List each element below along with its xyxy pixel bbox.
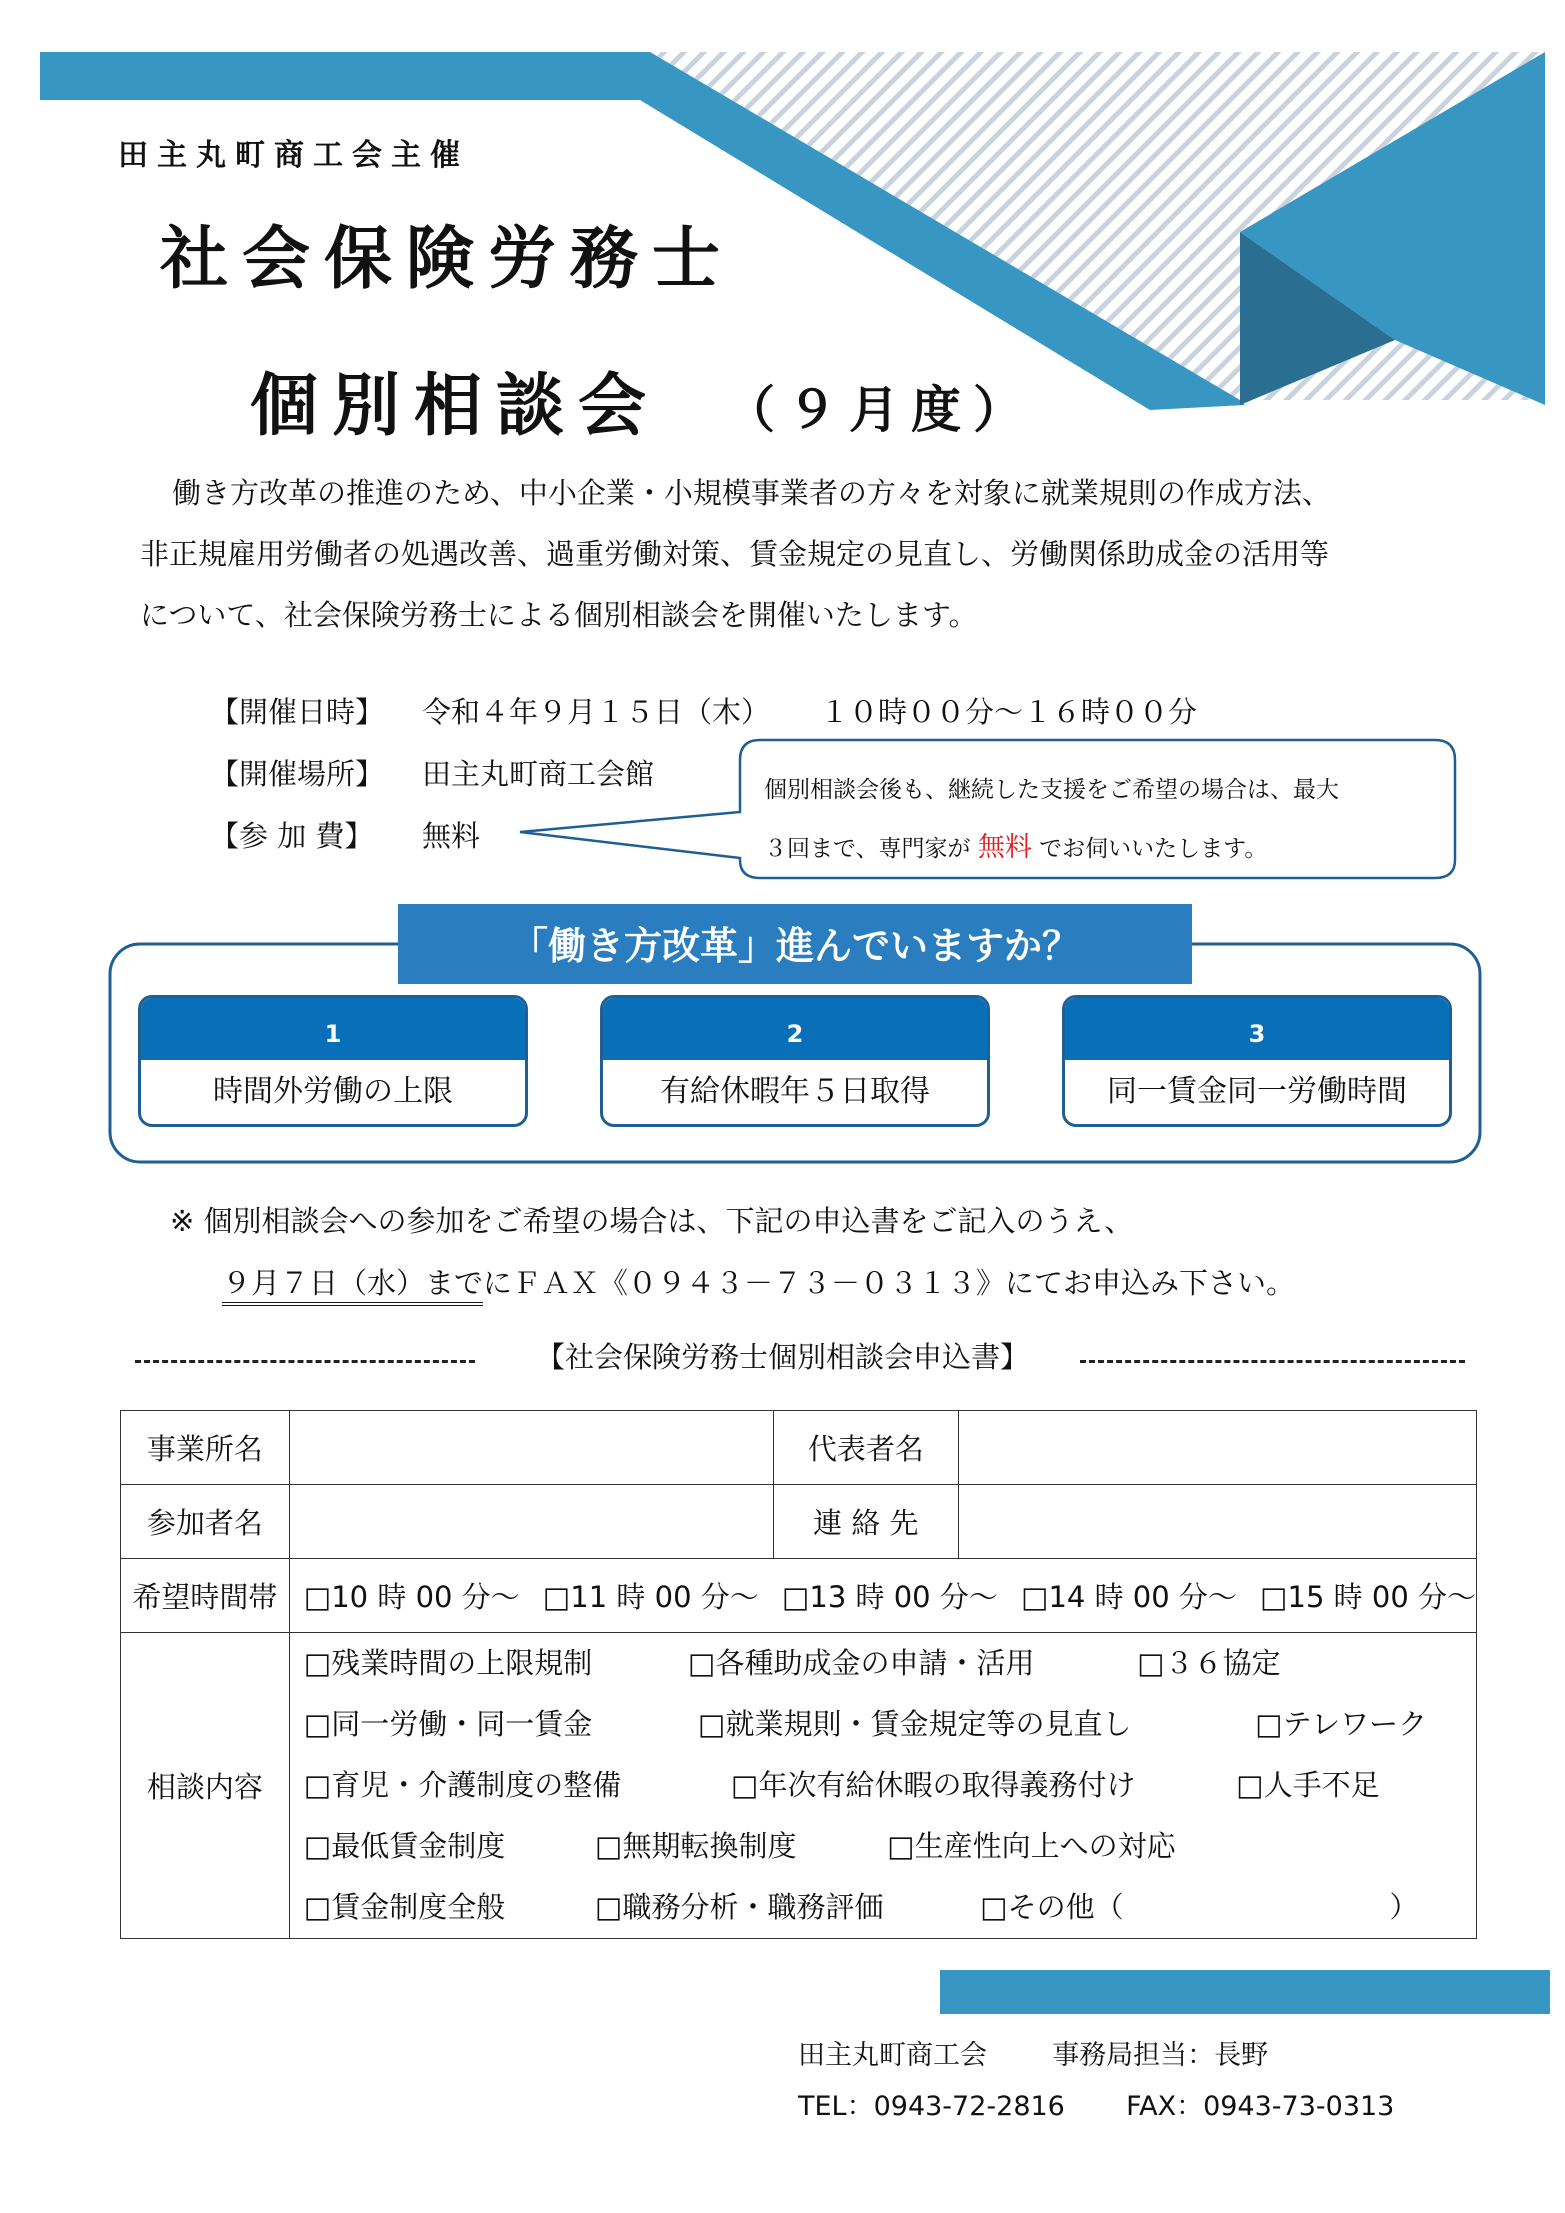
footer-bar	[940, 1970, 1550, 2014]
footer-org: 田主丸町商工会	[798, 2040, 987, 2071]
form-title: 【社会保険労務士個別相談会申込書】	[535, 1340, 1029, 1374]
consultation-options	[289, 1633, 1476, 1939]
intro-line: 非正規雇用労働者の処遇改善、過重労働対策、賃金規定の見直し、労働関係助成金の活用等	[140, 537, 1330, 571]
callout-line: 個別相談会後も、継続した支援をご希望の場合は、最大	[764, 777, 1339, 803]
consultation-label: 相談内容	[121, 1633, 290, 1939]
footer-fax: FAX：0943-73-0313	[1126, 2091, 1395, 2122]
consult-checkbox[interactable]: □３６協定	[1137, 1646, 1281, 1680]
place-label: 【開催場所】	[210, 757, 385, 791]
free-emphasis: 無料	[977, 832, 1032, 863]
reform-card	[138, 995, 528, 1127]
participant-field[interactable]	[289, 1485, 773, 1559]
consult-checkbox[interactable]: □年次有給休暇の取得義務付け	[731, 1768, 1136, 1802]
organizer: 田主丸町商工会主催	[118, 138, 469, 173]
reform-card	[1062, 995, 1452, 1127]
footer-contact-line	[798, 2084, 1394, 2123]
application-notice	[170, 1190, 1295, 1314]
callout-text-pre: ３回まで、専門家が	[764, 836, 971, 862]
callout-text-post: でお伺いいたします。	[1039, 836, 1268, 862]
contact-label: 連 絡 先	[773, 1485, 958, 1559]
consult-checkbox[interactable]: □最低賃金制度	[303, 1829, 506, 1863]
page-subtitle: 個別相談会	[250, 367, 661, 446]
consult-row	[290, 1694, 1476, 1755]
card-number: 2	[603, 998, 987, 1060]
business-name-field[interactable]	[289, 1411, 773, 1485]
business-name-label: 事業所名	[121, 1411, 290, 1485]
card-number: 3	[1065, 998, 1449, 1060]
consult-checkbox[interactable]: □テレワーク	[1255, 1707, 1428, 1741]
info-fee	[210, 814, 480, 855]
fax-instruction: にＦＡＸ《０９４３－７３－０３１３》にてお申込み下さい。	[483, 1266, 1296, 1300]
card-label: 有給休暇年５日取得	[660, 1074, 930, 1109]
reform-banner: 「働き方改革」進んでいますか？	[398, 904, 1192, 984]
time-option-checkbox[interactable]: □13 時 00 分～	[781, 1580, 998, 1614]
date-label: 【開催日時】	[210, 695, 385, 729]
footer-tel: TEL：0943-72-2816	[798, 2091, 1065, 2122]
contact-field[interactable]	[958, 1485, 1476, 1559]
consult-row	[290, 1877, 1476, 1938]
month-label: （９月度）	[725, 381, 1035, 439]
time-option-checkbox[interactable]: □15 時 00 分～	[1260, 1580, 1476, 1614]
consult-checkbox[interactable]: □無期転換制度	[595, 1829, 797, 1863]
time-option-checkbox[interactable]: □14 時 00 分～	[1021, 1580, 1237, 1614]
other-close-paren: ）	[1389, 1890, 1419, 1924]
time-slot-options	[289, 1559, 1476, 1633]
card-label: 同一賃金同一労働時間	[1107, 1074, 1407, 1109]
consult-checkbox[interactable]: □生産性向上への対応	[887, 1829, 1176, 1863]
intro-paragraph	[140, 463, 1480, 646]
consult-checkbox[interactable]: □残業時間の上限規制	[303, 1646, 593, 1680]
dashed-divider-right	[1080, 1360, 1465, 1363]
footer-staff: 事務局担当：長野	[1052, 2040, 1269, 2071]
consult-checkbox[interactable]: □同一労働・同一賃金	[303, 1707, 593, 1741]
intro-line: 働き方改革の推進のため、中小企業・小規模事業者の方々を対象に就業規則の作成方法、	[172, 476, 1331, 510]
consult-checkbox[interactable]: □各種助成金の申請・活用	[688, 1646, 1035, 1680]
reform-card	[600, 995, 990, 1127]
card-number: 1	[141, 998, 525, 1060]
consult-checkbox[interactable]: □人手不足	[1236, 1768, 1380, 1802]
time-option-checkbox[interactable]: □11 時 00 分～	[542, 1580, 759, 1614]
place-value: 田主丸町商工会館	[422, 757, 655, 791]
callout-line	[764, 819, 1464, 878]
consult-row	[290, 1816, 1476, 1877]
consult-checkbox[interactable]: □賃金制度全般	[303, 1890, 506, 1924]
callout-text	[764, 762, 1464, 878]
notice-line: ※ 個別相談会への参加をご希望の場合は、下記の申込書をご記入のうえ、	[170, 1204, 1134, 1238]
consult-checkbox-other[interactable]: □その他（	[980, 1890, 1124, 1924]
application-form	[120, 1410, 1477, 1939]
date-value: 令和４年９月１５日（木）	[422, 695, 771, 729]
time-slot-label: 希望時間帯	[121, 1559, 290, 1633]
card-label: 時間外労働の上限	[213, 1074, 453, 1109]
notice-line	[170, 1252, 1295, 1314]
page-title: 社会保険労務士	[160, 220, 735, 299]
time-option-checkbox[interactable]: □10 時 00 分～	[303, 1580, 520, 1614]
representative-field[interactable]	[958, 1411, 1476, 1485]
representative-label: 代表者名	[773, 1411, 958, 1485]
footer-org-line	[798, 2033, 1268, 2072]
consult-checkbox[interactable]: □育児・介護制度の整備	[303, 1768, 622, 1802]
intro-line: について、社会保険労務士による個別相談会を開催いたします。	[140, 598, 978, 632]
time-value: １０時００分～１６時００分	[820, 695, 1198, 729]
fee-label: 【参 加 費】	[210, 819, 374, 853]
consult-checkbox[interactable]: □職務分析・職務評価	[595, 1890, 884, 1924]
fee-value: 無料	[422, 819, 481, 853]
deadline: ９月７日（水）まで	[222, 1266, 483, 1306]
info-date	[210, 690, 1197, 731]
consult-checkbox[interactable]: □就業規則・賃金規定等の見直し	[698, 1707, 1132, 1741]
participant-label: 参加者名	[121, 1485, 290, 1559]
consult-row	[290, 1755, 1476, 1816]
consult-row	[290, 1633, 1476, 1694]
info-place	[210, 752, 654, 793]
